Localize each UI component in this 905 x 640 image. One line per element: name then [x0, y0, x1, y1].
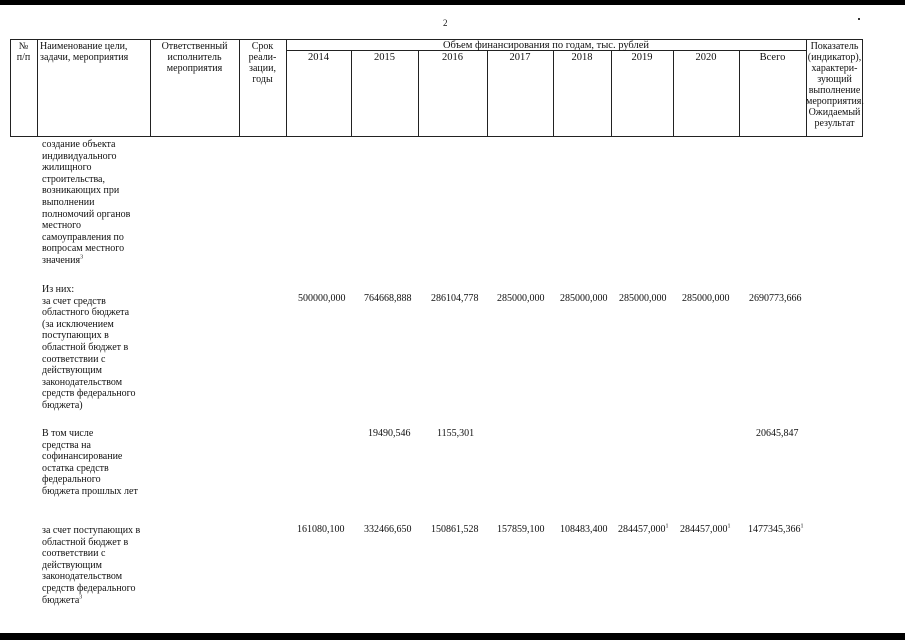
col-border [487, 50, 488, 137]
header-name: Наименование цели, задачи, мероприятия [40, 41, 129, 63]
header-funding: Объем финансирования по годам, тыс. рублей [442, 40, 650, 51]
value-2016: 1155,301 [437, 428, 475, 439]
value-2017: 157859,100 [497, 524, 545, 535]
header-responsible: Ответственный исполнитель мероприятия [161, 41, 228, 74]
year-2019: 2019 [631, 52, 653, 63]
value-2019: 284457,000$^1$ [618, 523, 669, 535]
header-num: № п/п [16, 41, 31, 63]
header-bottom-rule [10, 136, 863, 137]
value-2014: 161080,100 [297, 524, 345, 535]
row-description: создание объекта индивидуального жилищного строительства, возникающих при выполнении полномочий органов местного самоуправления по вопросам местного значения$^3$ [42, 139, 131, 266]
header-indicator: Показатель (индикатор), характери- зующий выполнение мероприятия. Ожидаемый результат [806, 41, 864, 129]
value-2019: 285000,000 [619, 293, 667, 304]
value-total: 2690773,666 [749, 293, 802, 304]
year-2020: 2020 [695, 52, 717, 63]
year-2016: 2016 [442, 52, 463, 63]
value-2016: 150861,528 [431, 524, 479, 535]
value-2016: 286104,778 [431, 293, 479, 304]
col-border [673, 50, 674, 137]
col-border [351, 50, 352, 137]
value-2018: 108483,400 [560, 524, 608, 535]
value-total: 1477345,366$^1$ [748, 523, 804, 535]
col-border [418, 50, 419, 137]
value-2015: 332466,650 [364, 524, 412, 535]
year-2014: 2014 [308, 52, 329, 63]
value-2020: 284457,000$^1$ [680, 523, 731, 535]
scan-bottom-edge [0, 633, 905, 640]
year-2017: 2017 [509, 52, 531, 63]
value-2015: 764668,888 [364, 293, 412, 304]
scan-speck [858, 18, 860, 20]
col-border [37, 39, 38, 137]
year-2015: 2015 [374, 52, 395, 63]
value-total: 20645,847 [756, 428, 799, 439]
page-number: 2 [443, 18, 448, 28]
col-border [553, 50, 554, 137]
header-term: Срок реали- зации, годы [248, 41, 277, 85]
year-total: Всего [759, 52, 786, 63]
value-2014: 500000,000 [298, 293, 346, 304]
value-2018: 285000,000 [560, 293, 608, 304]
value-2020: 285000,000 [682, 293, 730, 304]
value-2015: 19490,546 [368, 428, 411, 439]
col-border [611, 50, 612, 137]
col-border [739, 50, 740, 137]
row-description: Из них: за счет средств областного бюджета (за исключением поступающих в областной бюджет в соответствии с действующим законодательством средств федерального бюджета) [42, 284, 136, 411]
row-description: В том числе средства на софинансирование остатка средств федерального бюджета прошлых лет [42, 428, 138, 497]
year-2018: 2018 [571, 52, 593, 63]
scan-top-edge [0, 0, 905, 5]
row-description: за счет поступающих в областной бюджет в соответствии с действующим законодательством средств федерального бюджета$^3$ [42, 525, 141, 606]
value-2017: 285000,000 [497, 293, 545, 304]
